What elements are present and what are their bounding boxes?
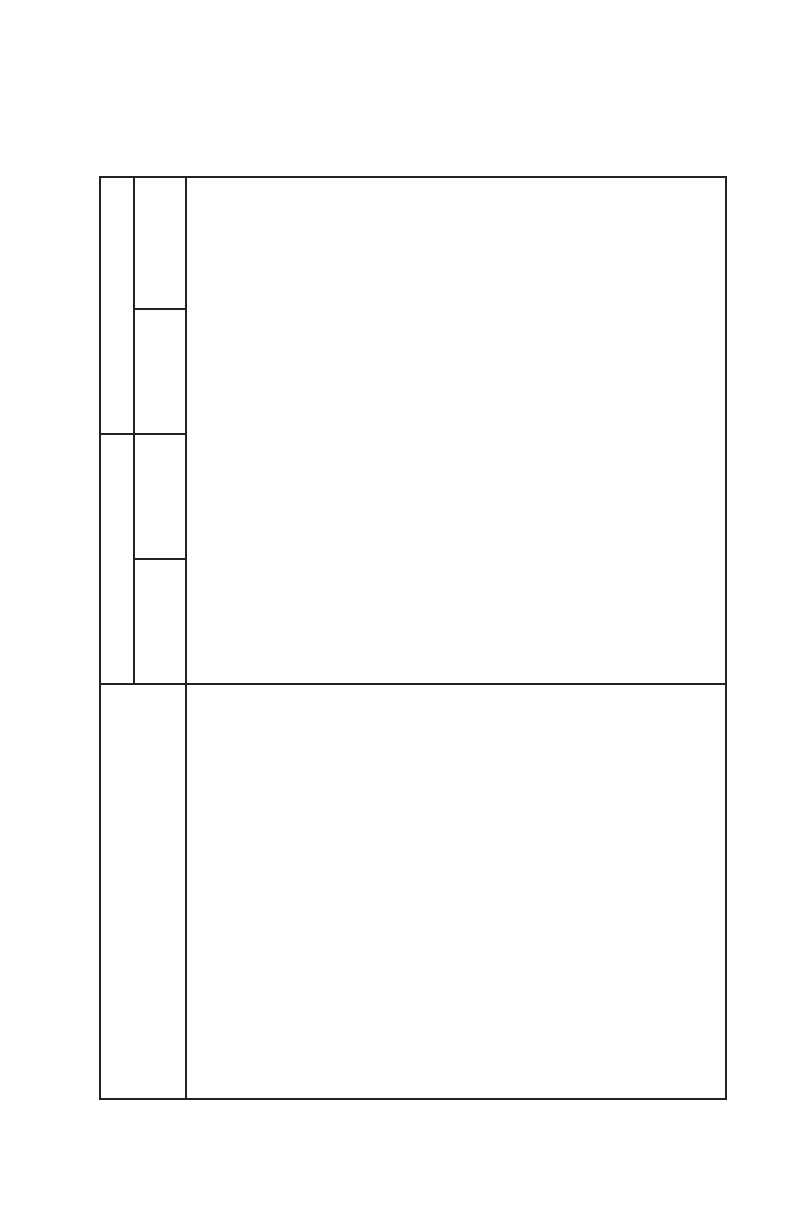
sample-loading-table bbox=[99, 176, 727, 1100]
your-airplane-header bbox=[101, 178, 135, 433]
values-columns bbox=[101, 178, 725, 683]
sample-moment-header bbox=[135, 433, 187, 558]
your-weight-header bbox=[135, 308, 187, 433]
description-column bbox=[101, 683, 725, 1098]
table-title bbox=[101, 685, 187, 1098]
your-moment-header bbox=[135, 178, 187, 308]
sample-airplane-header bbox=[101, 433, 135, 683]
sample-weight-header bbox=[135, 558, 187, 683]
